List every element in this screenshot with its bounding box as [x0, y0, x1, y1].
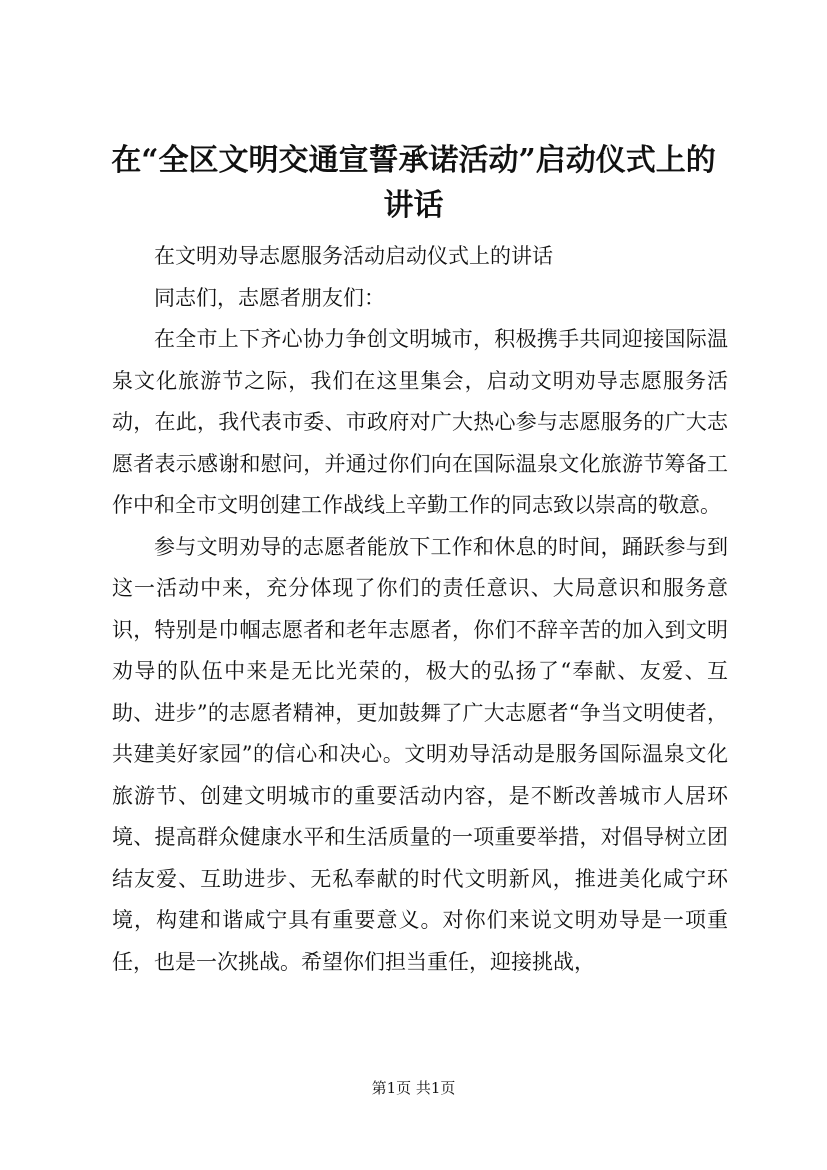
page-number-footer: 第1页 共1页 [371, 1079, 456, 1097]
document-body [112, 236, 728, 983]
salutation: 同志们，志愿者朋友们： [154, 285, 385, 310]
paragraph-2: 参与文明劝导的志愿者能放下工作和休息的时间，踊跃参与到这一活动中来，充分体现了你们的责任意识、大局意识和服务意识，特别是巾帼志愿者和老年志愿者，你们不辞辛苦的加入到文明劝导的队伍中来是无比光荣的，极大的弘扬了“奉献、友爱、互助、进步”的志愿者精神，更加鼓舞了广大志愿者“争当文明使者，共建美好家园”的信心和决心。文明劝导活动是服务国际温泉文化旅游节、创建文明城市的重要活动内容，是不断改善城市人居环境、提高群众健康水平和生活质量的一项重要举措，对倡导树立团结友爱、互助进步、无私奉献的时代文明新风，推进美化咸宁环境，构建和谐咸宁具有重要意义。对你们来说文明劝导是一项重任，也是一次挑战。希望你们担当重任，迎接挑战， [112, 534, 728, 974]
document-title: 在“全区文明交通宣誓承诺活动”启动仪式上的讲话 [111, 143, 716, 223]
document-subtitle: 在文明劝导志愿服务活动启动仪式上的讲话 [154, 244, 553, 268]
paragraph-1: 在全市上下齐心协力争创文明城市，积极携手共同迎接国际温泉文化旅游节之际，我们在这里集会，启动文明劝导志愿服务活动，在此，我代表市委、市政府对广大热心参与志愿服务的广大志愿者表示感谢和慰问，并通过你们向在国际温泉文化旅游节筹备工作中和全市文明创建工作战线上辛勤工作的同志致以崇高的敬意。 [112, 327, 728, 517]
